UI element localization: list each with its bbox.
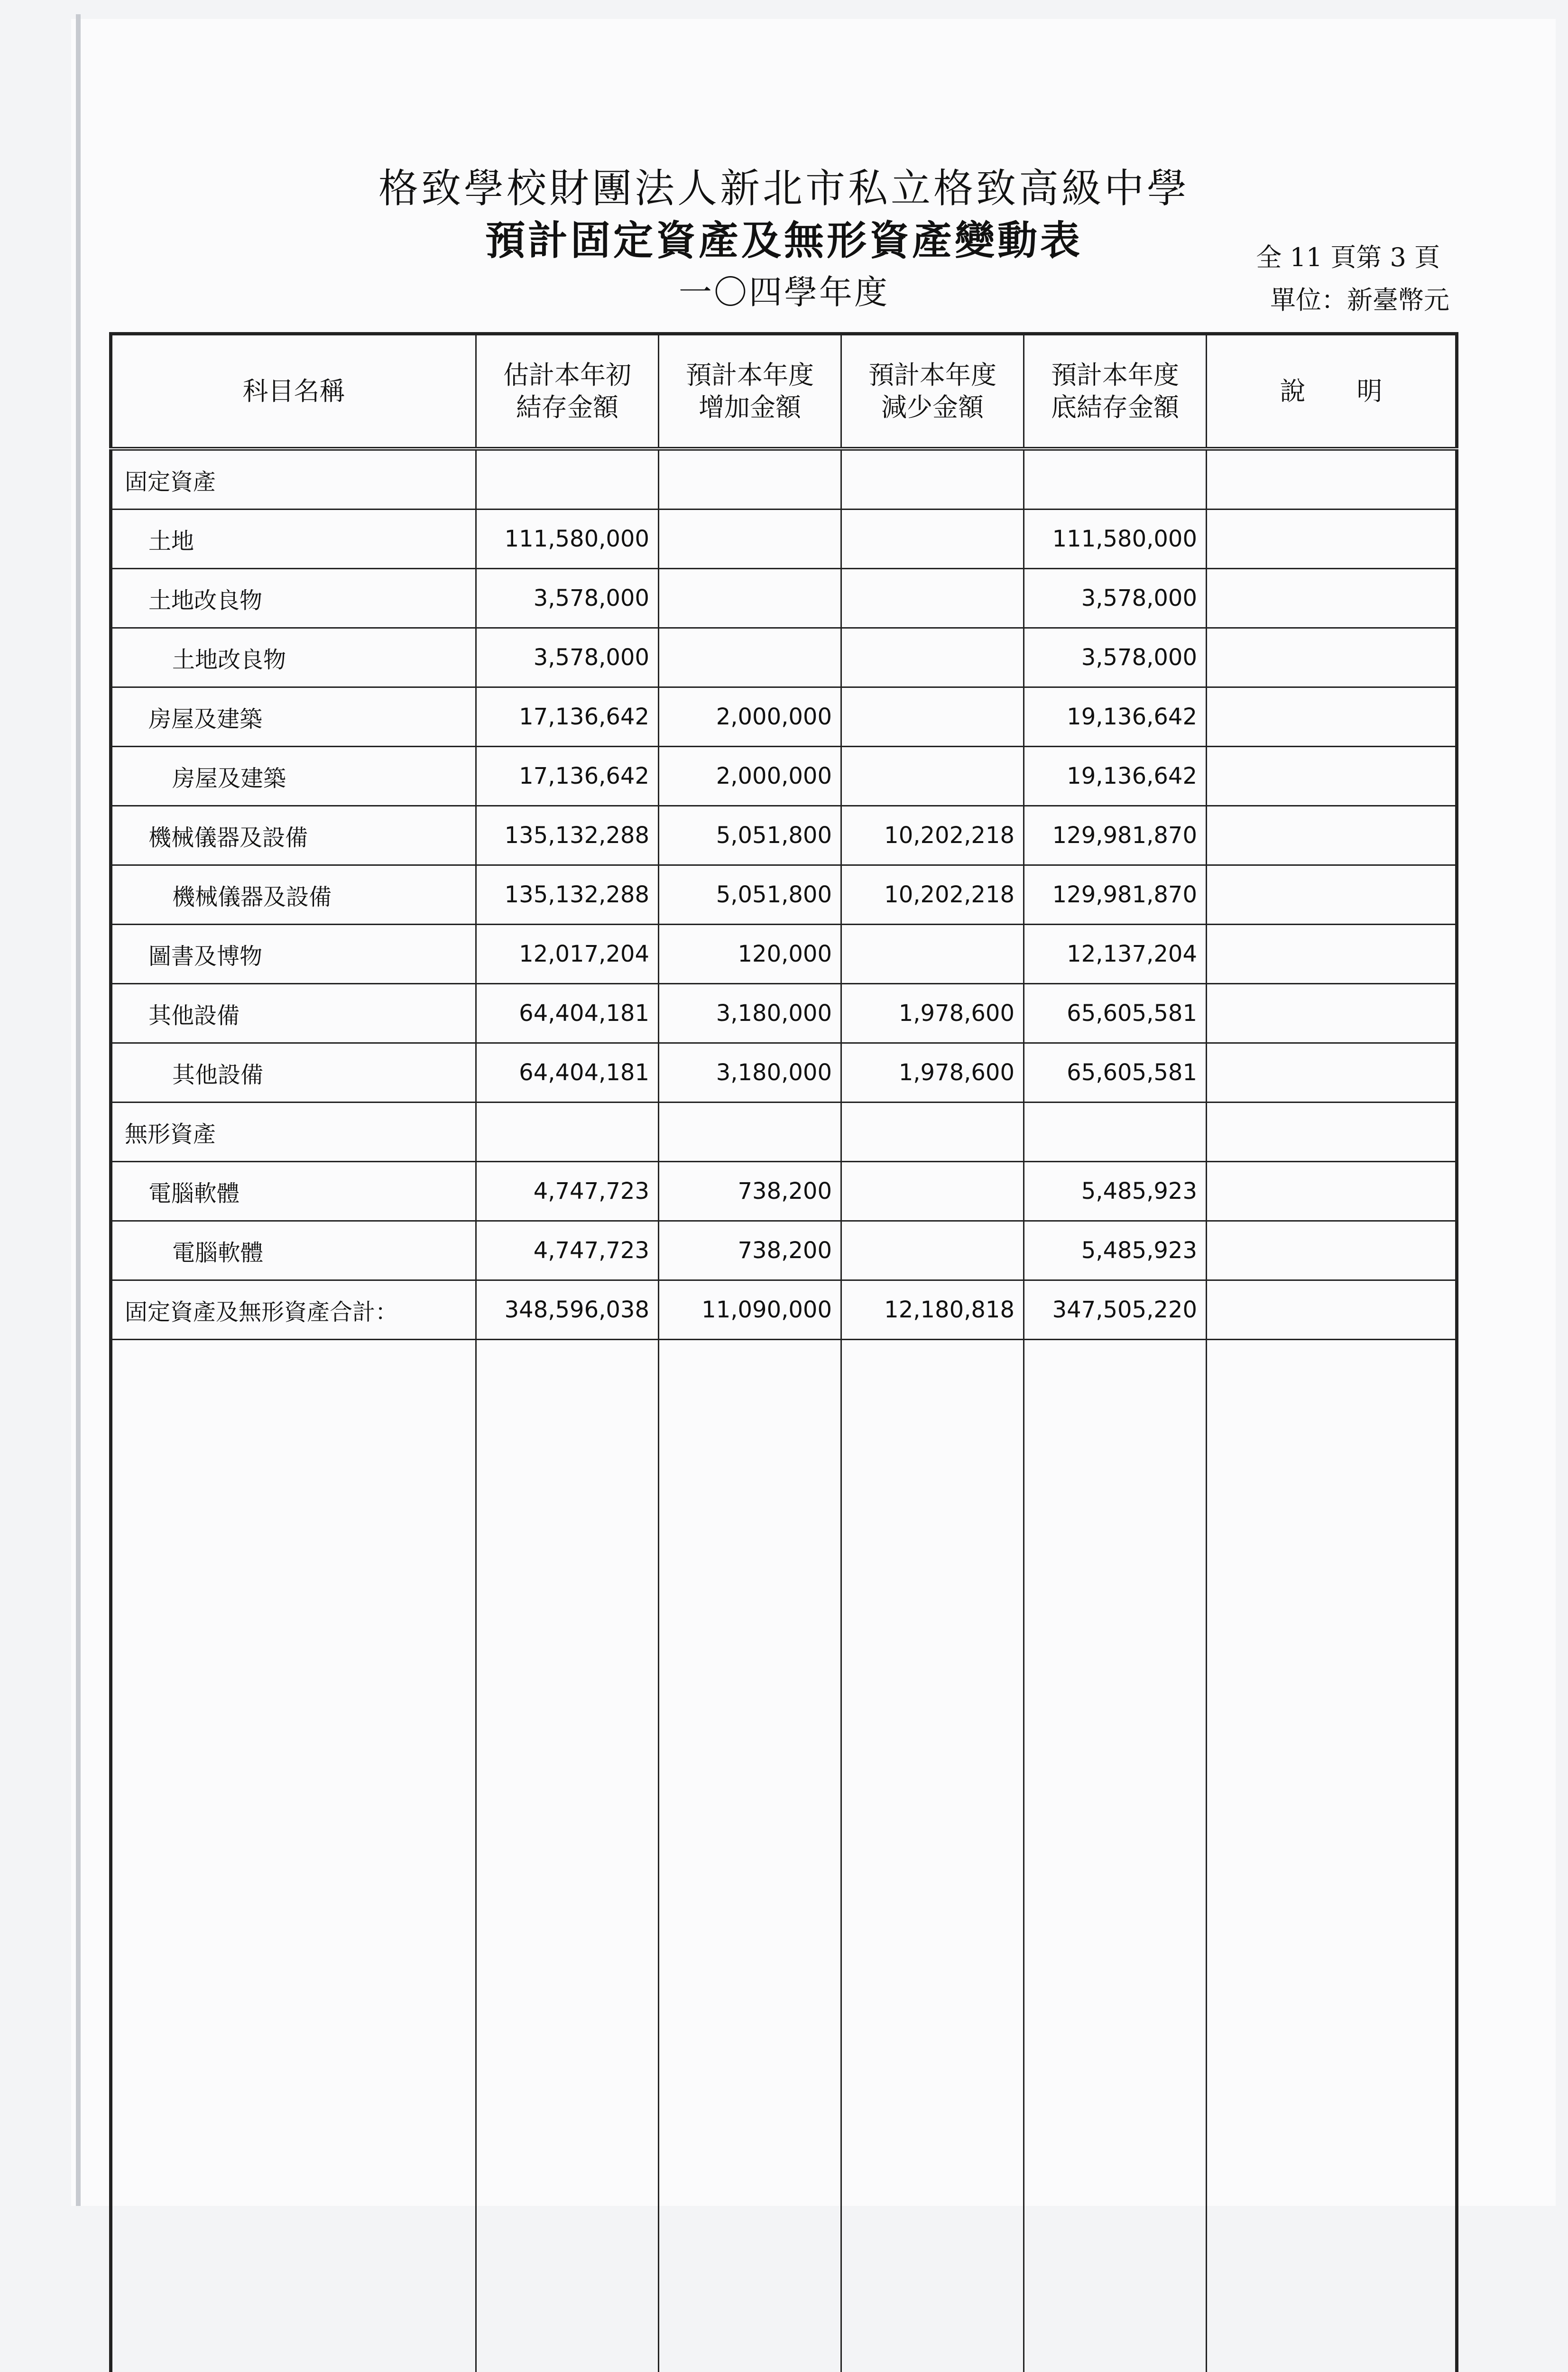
table-row (111, 984, 1457, 1043)
row-name-cell: 土地改良物 (111, 628, 476, 687)
col-header-end: 預計本年度 底結存金額 (1024, 334, 1207, 449)
row-note (1207, 569, 1457, 628)
row-begin-amount: 3,578,000 (476, 569, 659, 628)
row-name-cell: 機械儀器及設備 (111, 806, 476, 865)
table-header-row (111, 334, 1457, 449)
row-note (1207, 747, 1457, 806)
row-note (1207, 865, 1457, 925)
page-number: 全 11 頁第 3 頁 (1256, 237, 1440, 274)
row-end-amount: 65,605,581 (1024, 984, 1207, 1043)
row-begin-amount: 3,578,000 (476, 628, 659, 687)
row-increase-amount: 5,051,800 (659, 806, 841, 865)
row-increase-amount (659, 569, 841, 628)
row-name-cell: 圖書及博物 (111, 925, 476, 984)
row-name-cell: 電腦軟體 (111, 1221, 476, 1280)
row-begin-amount: 4,747,723 (476, 1162, 659, 1221)
document-title: 預計固定資產及無形資產變動表 (0, 209, 1568, 266)
row-end-amount: 65,605,581 (1024, 1043, 1207, 1103)
binding-edge (76, 14, 81, 2206)
row-decrease-amount (841, 569, 1024, 628)
row-note (1207, 984, 1457, 1043)
row-increase-amount: 11,090,000 (659, 1280, 841, 1340)
row-decrease-amount (841, 1103, 1024, 1162)
col-header-increase: 預計本年度 增加金額 (659, 334, 841, 449)
row-end-amount: 3,578,000 (1024, 628, 1207, 687)
row-decrease-amount (841, 510, 1024, 569)
row-name-cell: 其他設備 (111, 1043, 476, 1103)
row-end-amount: 347,505,220 (1024, 1280, 1207, 1340)
row-end-amount: 3,578,000 (1024, 569, 1207, 628)
row-name-cell: 其他設備 (111, 984, 476, 1043)
row-end-amount: 5,485,923 (1024, 1221, 1207, 1280)
row-begin-amount (476, 1103, 659, 1162)
row-increase-amount (659, 510, 841, 569)
row-decrease-amount: 1,978,600 (841, 984, 1024, 1043)
row-increase-amount: 2,000,000 (659, 747, 841, 806)
table-row (111, 569, 1457, 628)
row-end-amount: 5,485,923 (1024, 1162, 1207, 1221)
row-increase-amount: 3,180,000 (659, 1043, 841, 1103)
row-begin-amount: 17,136,642 (476, 687, 659, 747)
row-note (1207, 1221, 1457, 1280)
row-begin-amount: 135,132,288 (476, 865, 659, 925)
table-row (111, 628, 1457, 687)
row-name-cell: 電腦軟體 (111, 1162, 476, 1221)
table-row (111, 1103, 1457, 1162)
row-increase-amount: 738,200 (659, 1162, 841, 1221)
row-note (1207, 449, 1457, 510)
org-name: 格致學校財團法人新北市私立格致高級中學 (0, 157, 1568, 214)
row-decrease-amount (841, 925, 1024, 984)
row-decrease-amount: 10,202,218 (841, 865, 1024, 925)
table-row (111, 806, 1457, 865)
row-note (1207, 806, 1457, 865)
row-begin-amount: 348,596,038 (476, 1280, 659, 1340)
row-name-cell: 房屋及建築 (111, 687, 476, 747)
table-row (111, 747, 1457, 806)
row-name-cell: 土地改良物 (111, 569, 476, 628)
row-note (1207, 1162, 1457, 1221)
row-end-amount: 19,136,642 (1024, 687, 1207, 747)
row-end-amount: 19,136,642 (1024, 747, 1207, 806)
row-name-cell: 固定資產及無形資產合計： (111, 1280, 476, 1340)
table-row (111, 449, 1457, 510)
table-row (111, 1162, 1457, 1221)
row-name-cell: 固定資產 (111, 449, 476, 510)
table-row (111, 1043, 1457, 1103)
row-end-amount: 111,580,000 (1024, 510, 1207, 569)
row-increase-amount (659, 449, 841, 510)
row-begin-amount: 64,404,181 (476, 984, 659, 1043)
row-decrease-amount: 1,978,600 (841, 1043, 1024, 1103)
row-name-cell: 房屋及建築 (111, 747, 476, 806)
table-row (111, 1280, 1457, 1340)
row-decrease-amount (841, 628, 1024, 687)
table-row (111, 510, 1457, 569)
col-header-begin: 估計本年初 結存金額 (476, 334, 659, 449)
row-increase-amount (659, 628, 841, 687)
table-row (111, 865, 1457, 925)
row-begin-amount (476, 449, 659, 510)
table-row (111, 1221, 1457, 1280)
row-increase-amount: 3,180,000 (659, 984, 841, 1043)
col-header-note: 說 明 (1207, 334, 1457, 449)
row-decrease-amount: 12,180,818 (841, 1280, 1024, 1340)
row-end-amount: 129,981,870 (1024, 865, 1207, 925)
fiscal-year: 一〇四學年度 (0, 266, 1568, 314)
row-increase-amount: 738,200 (659, 1221, 841, 1280)
row-note (1207, 1043, 1457, 1103)
row-begin-amount: 64,404,181 (476, 1043, 659, 1103)
table-row (111, 925, 1457, 984)
row-end-amount: 12,137,204 (1024, 925, 1207, 984)
table-body (111, 449, 1457, 2372)
row-decrease-amount (841, 449, 1024, 510)
row-name-cell: 土地 (111, 510, 476, 569)
asset-change-table (109, 332, 1458, 2372)
row-note (1207, 628, 1457, 687)
col-header-decrease: 預計本年度 減少金額 (841, 334, 1024, 449)
row-note (1207, 510, 1457, 569)
row-begin-amount: 17,136,642 (476, 747, 659, 806)
row-decrease-amount (841, 747, 1024, 806)
row-begin-amount: 12,017,204 (476, 925, 659, 984)
row-end-amount: 129,981,870 (1024, 806, 1207, 865)
row-increase-amount (659, 1103, 841, 1162)
row-decrease-amount (841, 1162, 1024, 1221)
row-increase-amount: 5,051,800 (659, 865, 841, 925)
row-note (1207, 687, 1457, 747)
row-begin-amount: 111,580,000 (476, 510, 659, 569)
row-note (1207, 925, 1457, 984)
row-begin-amount: 135,132,288 (476, 806, 659, 865)
row-note (1207, 1280, 1457, 1340)
row-end-amount (1024, 1103, 1207, 1162)
row-note (1207, 1103, 1457, 1162)
row-increase-amount: 2,000,000 (659, 687, 841, 747)
row-decrease-amount (841, 1221, 1024, 1280)
row-increase-amount: 120,000 (659, 925, 841, 984)
col-header-name: 科目名稱 (111, 334, 476, 449)
table-blank-area (111, 1340, 1457, 2372)
currency-unit: 單位：新臺幣元 (1270, 280, 1449, 316)
row-name-cell: 無形資產 (111, 1103, 476, 1162)
row-end-amount (1024, 449, 1207, 510)
row-decrease-amount: 10,202,218 (841, 806, 1024, 865)
row-name-cell: 機械儀器及設備 (111, 865, 476, 925)
row-begin-amount: 4,747,723 (476, 1221, 659, 1280)
table-row (111, 687, 1457, 747)
row-decrease-amount (841, 687, 1024, 747)
